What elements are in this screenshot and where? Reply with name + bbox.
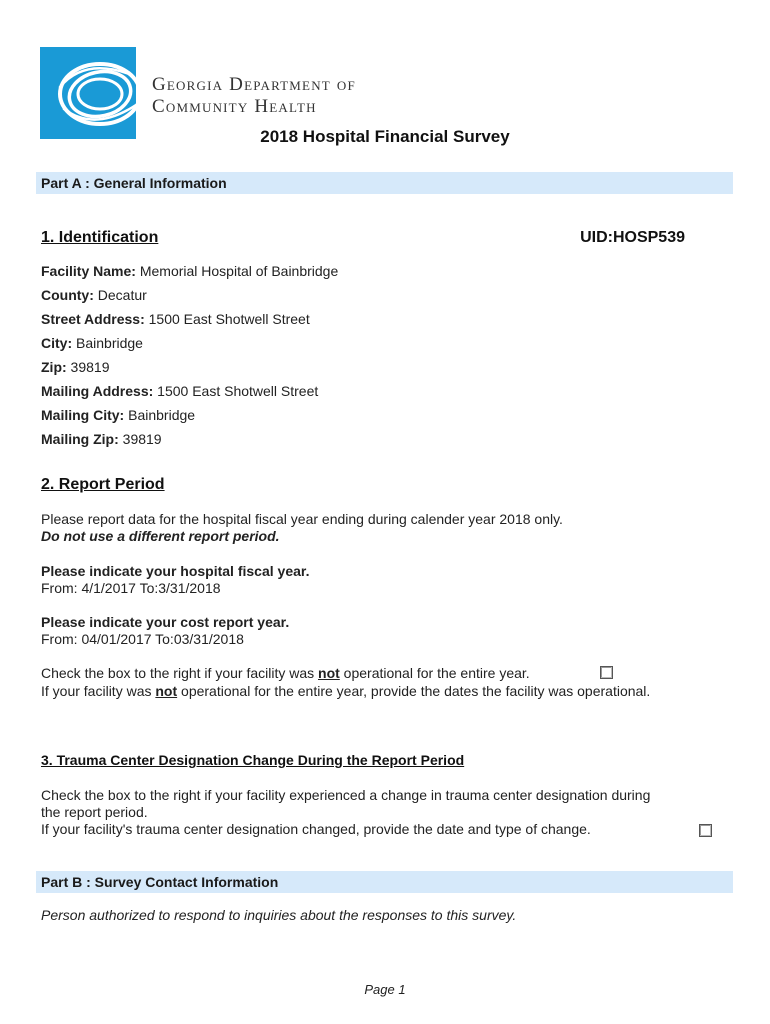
not-operational-dates-text [41,683,650,700]
field-mailing-city [41,407,195,423]
field-value: 1500 East Shotwell Street [157,383,319,399]
fiscal-year-dates: From: 4/1/2017 To:3/31/2018 [41,580,221,596]
field-mailing-address [41,383,318,399]
page-number: Page 1 [364,982,406,997]
dch-logo [40,47,144,139]
org-line-2: Community Health [152,96,317,117]
field-city [41,335,143,351]
field-label: Street Address: [41,311,145,327]
text-pre: Check the box to the right if your facility was [41,665,319,681]
emphasis-not: not [155,683,178,699]
trauma-heading: 3. Trauma Center Designation Change During the Report Period [41,752,465,768]
text-post: operational for the entire year. [339,665,530,681]
field-label: County: [41,287,94,303]
field-label: Mailing City: [41,407,125,423]
report-period-warning: Do not use a different report period. [41,528,280,544]
emphasis-not: not [318,665,340,681]
field-street-address [41,311,310,327]
field-value: Bainbridge [76,335,143,351]
org-line-1: Georgia Department of [152,74,356,95]
not-operational-check-text [41,665,530,682]
identification-heading: 1. Identification [41,229,159,246]
field-value: 1500 East Shotwell Street [148,311,310,327]
field-value: Memorial Hospital of Bainbridge [139,263,339,279]
field-label: City: [41,335,73,351]
text-post: operational for the entire year, provide the dates the facility was operational. [177,683,651,699]
field-zip [41,359,109,375]
field-label: Zip: [41,359,67,375]
field-mailing-zip [41,431,162,447]
field-label: Facility Name: [41,263,136,279]
field-value: 39819 [70,359,110,375]
part-b-note: Person authorized to respond to inquiries about the responses to this survey. [41,907,517,923]
uid-label: UID:HOSP539 [580,229,685,246]
dch-logo-icon [40,47,144,139]
trauma-line-3: If your facility's trauma center designation changed, provide the date and type of change. [41,821,591,837]
fiscal-year-prompt: Please indicate your hospital fiscal year. [41,563,310,579]
document-title: 2018 Hospital Financial Survey [260,127,510,146]
text-pre: If your facility was [41,683,156,699]
trauma-change-checkbox[interactable] [699,824,712,837]
field-facility-name [41,263,338,279]
field-value: 39819 [122,431,162,447]
field-value: Decatur [97,287,147,303]
field-value: Bainbridge [128,407,196,423]
field-label: Mailing Address: [41,383,154,399]
report-period-instruction: Please report data for the hospital fiscal year ending during calender year 2018 only. [41,511,563,527]
field-county [41,287,147,303]
trauma-line-2: the report period. [41,804,148,820]
cost-report-dates: From: 04/01/2017 To:03/31/2018 [41,631,244,647]
part-b-header: Part B : Survey Contact Information [36,871,733,893]
organization-name [152,74,356,118]
report-period-heading: 2. Report Period [41,476,165,493]
field-label: Mailing Zip: [41,431,119,447]
trauma-line-1: Check the box to the right if your facility experienced a change in trauma center designation during [41,787,651,803]
not-operational-checkbox[interactable] [600,666,613,679]
cost-report-prompt: Please indicate your cost report year. [41,614,290,630]
part-a-header: Part A : General Information [36,172,733,194]
